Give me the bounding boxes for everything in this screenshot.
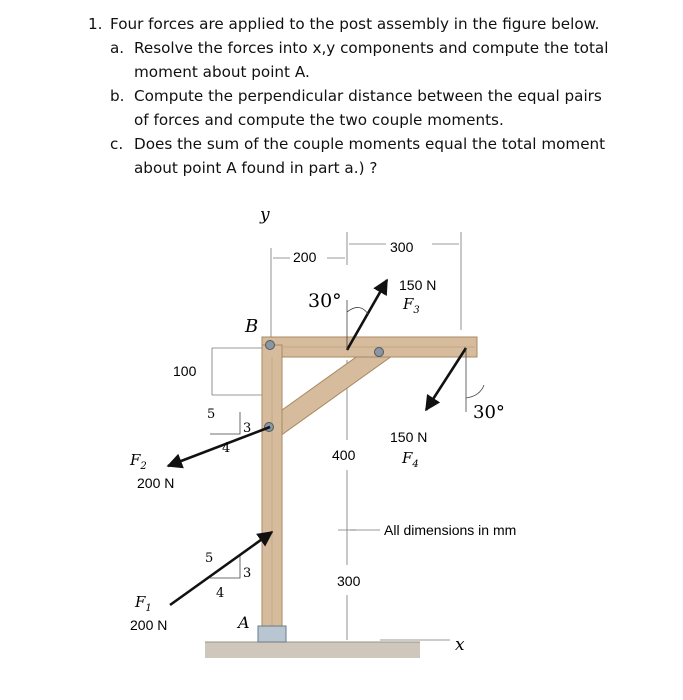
dim-300-top: 300 bbox=[390, 239, 414, 255]
F3-angle: 30° bbox=[308, 290, 342, 312]
base-bracket bbox=[258, 626, 286, 642]
F2-magnitude: 200 N bbox=[137, 475, 175, 491]
part-a-line-1: Resolve the forces into x,y components and compute the total bbox=[134, 39, 609, 57]
F1-slope-4: 4 bbox=[216, 586, 225, 601]
part-a bbox=[110, 36, 648, 84]
F2-slope-5: 5 bbox=[207, 407, 216, 422]
F2-slope-3: 3 bbox=[243, 421, 252, 436]
part-b-label: b. bbox=[110, 87, 125, 105]
F2-slope-4: 4 bbox=[222, 441, 231, 456]
F3-angle-arc bbox=[347, 307, 368, 314]
F3-magnitude: 150 N bbox=[399, 277, 437, 293]
ground bbox=[205, 642, 420, 658]
F1-slope-3: 3 bbox=[243, 566, 252, 581]
F2-arrow bbox=[168, 427, 270, 466]
part-c-line-2: about point A found in part a.) ? bbox=[134, 159, 378, 177]
dim-200: 200 bbox=[293, 249, 317, 265]
dim-100: 100 bbox=[173, 363, 197, 379]
problem-statement bbox=[88, 12, 648, 36]
post-assembly-figure bbox=[0, 190, 683, 690]
F3-symbol: $F_3$ bbox=[403, 295, 420, 316]
F1-slope-5: 5 bbox=[205, 551, 214, 566]
part-c-label: c. bbox=[110, 135, 124, 153]
dim-300-low: 300 bbox=[337, 573, 361, 589]
part-c bbox=[110, 132, 648, 180]
axis-y-label: y bbox=[260, 205, 270, 225]
dimensions-note: All dimensions in mm bbox=[384, 522, 517, 538]
F1-symbol: $F_1$ bbox=[135, 593, 152, 614]
part-b bbox=[110, 84, 648, 132]
F4-magnitude: 150 N bbox=[390, 429, 428, 445]
problem-text bbox=[88, 12, 648, 180]
point-A-label: A bbox=[238, 613, 250, 632]
F2-symbol: $F_2$ bbox=[130, 451, 147, 472]
F4-angle-arc bbox=[466, 385, 484, 398]
problem-number: 1. bbox=[88, 15, 103, 33]
axis-x-label: x bbox=[455, 635, 465, 655]
bolt-beam bbox=[375, 348, 384, 357]
problem-statement-text: Four forces are applied to the post assembly in the figure below. bbox=[110, 15, 600, 33]
dim-400: 400 bbox=[332, 447, 356, 463]
point-B-label: B bbox=[245, 316, 259, 337]
F1-magnitude: 200 N bbox=[130, 617, 168, 633]
F4-angle: 30° bbox=[473, 402, 505, 423]
part-a-label: a. bbox=[110, 39, 125, 57]
bolt-B bbox=[266, 341, 275, 350]
part-b-line-1: Compute the perpendicular distance between the equal pairs bbox=[134, 87, 602, 105]
part-b-line-2: of forces and compute the two couple moments. bbox=[134, 111, 504, 129]
part-c-line-1: Does the sum of the couple moments equal the total moment bbox=[134, 135, 606, 153]
F4-symbol: $F_4$ bbox=[402, 449, 419, 470]
part-a-line-2: moment about point A. bbox=[134, 63, 310, 81]
